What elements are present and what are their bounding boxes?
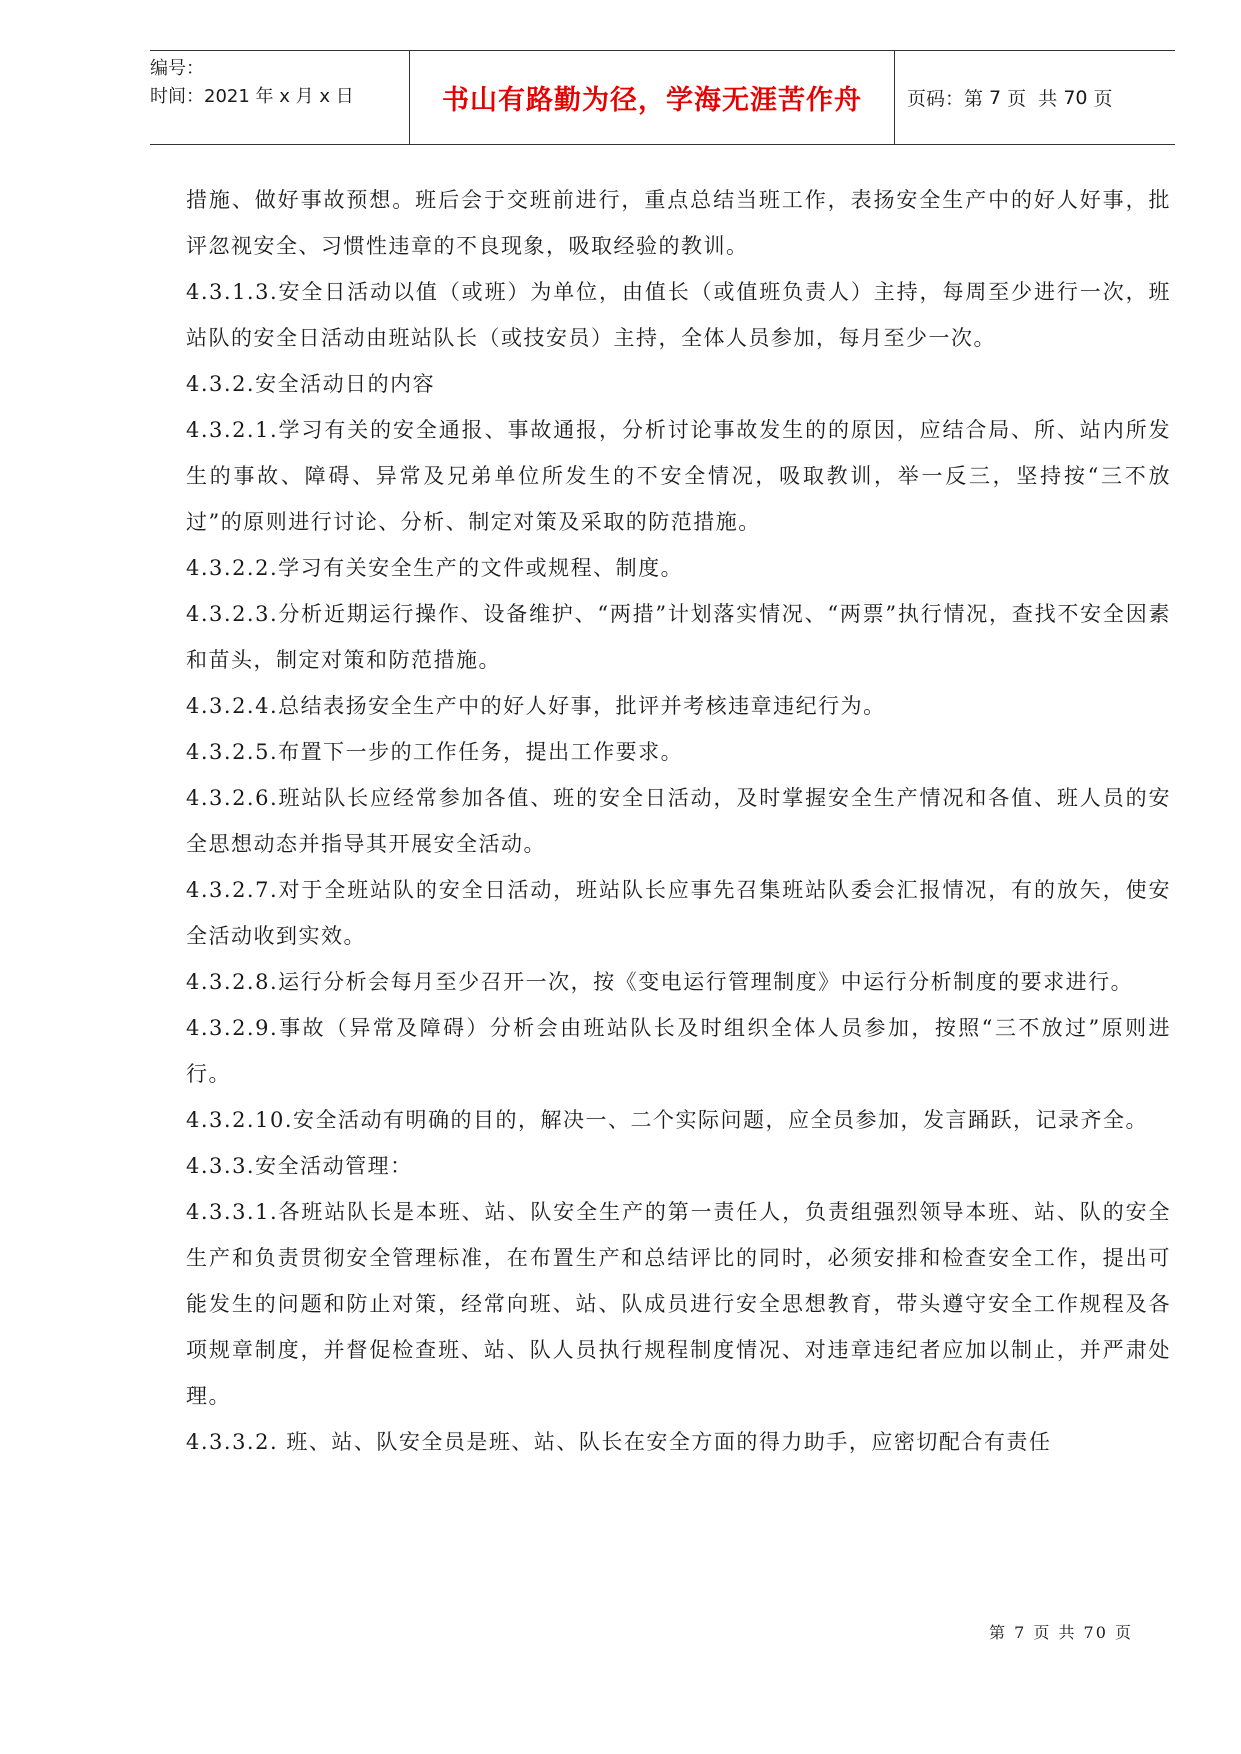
body-paragraph: 4.3.2.4.总结表扬安全生产中的好人好事，批评并考核违章违纪行为。 bbox=[186, 694, 886, 718]
body-paragraph: 4.3.2.9.事故（异常及障碍）分析会由班站队长及时组织全体人员参加，按照“三不放过”原则进行。 bbox=[186, 1016, 1171, 1086]
page-suffix: 页 bbox=[1087, 88, 1113, 110]
document-body bbox=[186, 177, 1171, 1465]
page-prefix: 页码：第 bbox=[907, 88, 990, 110]
header-motto: 书山有路勤为径，学海无涯苦作舟 bbox=[442, 85, 862, 116]
page-footer: 第 7 页 共 70 页 bbox=[989, 1623, 1133, 1642]
body-paragraph: 4.3.2.1.学习有关的安全通报、事故通报，分析讨论事故发生的的原因，应结合局、所、站内所发生的事故、障碍、异常及兄弟单位所发生的不安全情况，吸取教训，举一反三，坚持按“三不放过”的原则进行讨论、分析、制定对策及采取的防范措施。 bbox=[186, 418, 1171, 534]
header-motto-cell bbox=[410, 51, 895, 144]
body-paragraph: 4.3.3.2. 班、站、队安全员是班、站、队长在安全方面的得力助手，应密切配合有责任 bbox=[186, 1430, 1052, 1454]
document-date: 时间：2021 年 x 月 x 日 bbox=[150, 86, 354, 107]
body-paragraph: 4.3.2.5.布置下一步的工作任务，提出工作要求。 bbox=[186, 740, 684, 764]
page-mid: 页 共 bbox=[1001, 88, 1064, 110]
header-meta bbox=[150, 51, 410, 144]
body-paragraph: 4.3.2.3.分析近期运行操作、设备维护、“两措”计划落实情况、“两票”执行情况，查找不安全因素和苗头，制定对策和防范措施。 bbox=[186, 602, 1171, 672]
body-paragraph: 4.3.3.1.各班站队长是本班、站、队安全生产的第一责任人，负责组强烈领导本班、站、队的安全生产和负责贯彻安全管理标准，在布置生产和总结评比的同时，必须安排和检查安全工作，提出可能发生的问题和防止对策，经常向班、站、队成员进行安全思想教育，带头遵守安全工作规程及各项规章制度，并督促检查班、站、队人员执行规程制度情况、对违章违纪者应加以制止，并严肃处理。 bbox=[186, 1200, 1171, 1408]
body-paragraph: 4.3.2.6.班站队长应经常参加各值、班的安全日活动，及时掌握安全生产情况和各值、班人员的安全思想动态并指导其开展安全活动。 bbox=[186, 786, 1171, 856]
body-paragraph: 4.3.2.7.对于全班站队的安全日活动，班站队长应事先召集班站队委会汇报情况，有的放矢，使安全活动收到实效。 bbox=[186, 878, 1171, 948]
page-current: 7 bbox=[989, 86, 1002, 109]
body-paragraph: 4.3.2.2.学习有关安全生产的文件或规程、制度。 bbox=[186, 556, 684, 580]
document-number-label: 编号： bbox=[150, 58, 204, 79]
page-total: 70 bbox=[1063, 86, 1088, 109]
document-header bbox=[150, 50, 1175, 145]
body-paragraph: 4.3.1.3.安全日活动以值（或班）为单位，由值长（或值班负责人）主持，每周至少进行一次，班站队的安全日活动由班站队长（或技安员）主持，全体人员参加，每月至少一次。 bbox=[186, 280, 1171, 350]
header-page-info bbox=[895, 51, 1175, 144]
section-heading: 4.3.3.安全活动管理： bbox=[186, 1154, 413, 1178]
body-paragraph: 4.3.2.10.安全活动有明确的目的，解决一、二个实际问题，应全员参加，发言踊跃，记录齐全。 bbox=[186, 1108, 1149, 1132]
body-paragraph: 4.3.2.8.运行分析会每月至少召开一次，按《变电运行管理制度》中运行分析制度的要求进行。 bbox=[186, 970, 1134, 994]
section-heading: 4.3.2.安全活动日的内容 bbox=[186, 372, 436, 396]
body-paragraph: 措施、做好事故预想。班后会于交班前进行，重点总结当班工作，表扬安全生产中的好人好事，批评忽视安全、习惯性违章的不良现象，吸取经验的教训。 bbox=[186, 188, 1171, 258]
